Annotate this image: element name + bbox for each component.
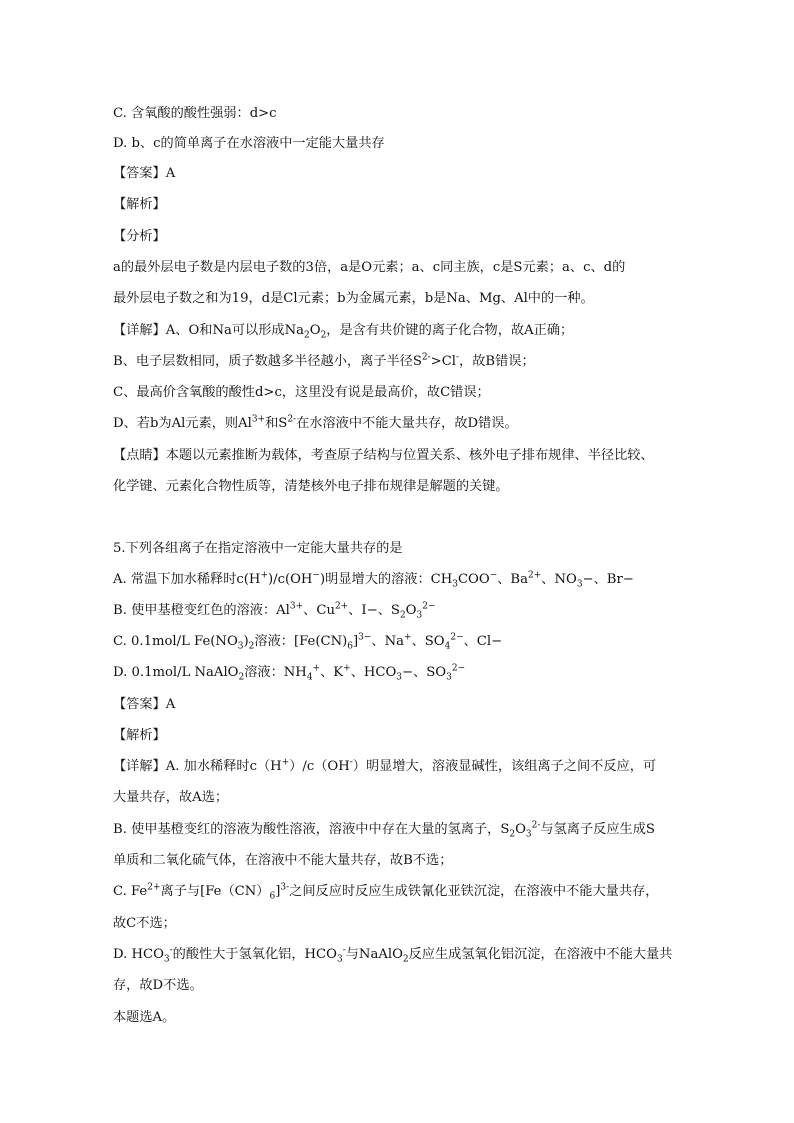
q5-explain-d-line-1: D. $HCO_3^-$的酸性大于氢氧化铝，$HCO_3^-$与NaAlO$_2$反应生成氢氧化铝沉淀，在溶液中不能大量共 xyxy=(113,945,673,965)
q5-explain-a-line-1: 【详解】A. 加水稀释时c（H+）/c（OH-）明显增大，溶液显碱性，该组离子之间不反应，可 xyxy=(113,757,657,774)
q5-conclusion: 本题选A。 xyxy=(113,1010,176,1025)
q4-detail-c: C、最高价含氧酸的酸性d>c，这里没有说是最高价，故C错误； xyxy=(113,385,490,400)
q4-fenxi-line-1: a的最外层电子数是内层电子数的3倍，a是O元素；a、c同主族，c是S元素；a、c、d的 xyxy=(113,260,626,275)
q4-analysis-heading: 【解析】 xyxy=(113,197,166,212)
q4-point-line-1: 【点睛】本题以元素推断为载体，考查原子结构与位置关系、核外电子排布规律、半径比较、 xyxy=(113,448,654,463)
q5-explain-b-line-1: B. 使甲基橙变红的溶液为酸性溶液，溶液中中存在大量的氢离子，$S_2O_3^{2-}$与氢离子反应生成S xyxy=(113,820,655,840)
q4-option-c: C. 含氧酸的酸性强弱：d>c xyxy=(113,106,277,121)
q5-answer: 【答案】A xyxy=(113,697,176,712)
q4-detail-a: 【详解】A、O和Na可以形成$Na_2O_2$，是含有共价键的离子化合物，故A正确； xyxy=(113,323,574,341)
q4-answer: 【答案】A xyxy=(113,166,176,181)
q4-point-line-2: 化学键、元素化合物性质等，清楚核外电子排布规律是解题的关键。 xyxy=(113,479,509,494)
q5-option-d: D. 0.1mol/L NaAlO$_2$溶液：$NH_4^+$、K+、$HCO_3-$、$SO_3^{2-}$ xyxy=(113,663,466,683)
q5-explain-b-line-2: 单质和二氧化硫气体，在溶液中不能大量共存，故B不选； xyxy=(113,853,453,868)
q4-detail-b: B、电子层数相同，质子数越多半径越小，离子半径$S^{2-}>Cl^-$，故B错误； xyxy=(113,352,535,369)
q5-explain-a-line-2: 大量共存，故A选； xyxy=(113,790,229,805)
q4-fenxi-heading: 【分析】 xyxy=(113,229,166,244)
q5-option-a: A. 常温下加水稀释时c(H+)/c(OH−)明显增大的溶液：$CH_3COO^-$、$Ba^{2+}$、$NO_3-$、Br− xyxy=(113,570,634,590)
q5-option-c: C. 0.1mol/L $Fe(NO_3)_2$溶液：$[Fe(CN)_6]^{3-}$、Na+、$SO_4^{2-}$、Cl− xyxy=(113,632,503,652)
q5-explain-c-line-1: C. $Fe^{2+}$离子与$[Fe(CN)_6]^{3-}$之间反应时反应生成铁氰化亚铁沉淀，在溶液中不能大量共存， xyxy=(113,882,659,902)
q5-explain-c-line-2: 故C不选； xyxy=(113,916,176,931)
q5-explain-d-line-2: 存，故D不选。 xyxy=(113,978,203,993)
q5-option-b: B. 使甲基橙变红色的溶液：$Al^{3+}$、$Cu^{2+}$、I−、$S_2O_3^{2-}$ xyxy=(113,601,436,621)
q4-option-d: D. b、c的简单离子在水溶液中一定能大量共存 xyxy=(113,136,385,151)
q5-stem: 5.下列各组离子在指定溶液中一定能大量共存的是 xyxy=(113,541,403,556)
q5-analysis-heading: 【解析】 xyxy=(113,728,166,743)
q4-detail-d: D、若b为Al元素，则$Al^{3+}$和$S^{2-}$在水溶液中不能大量共存，故D错误。 xyxy=(113,414,518,431)
q4-fenxi-line-2: 最外层电子数之和为19，d是Cl元素；b为金属元素，b是Na、Mg、Al中的一种。 xyxy=(113,291,594,306)
